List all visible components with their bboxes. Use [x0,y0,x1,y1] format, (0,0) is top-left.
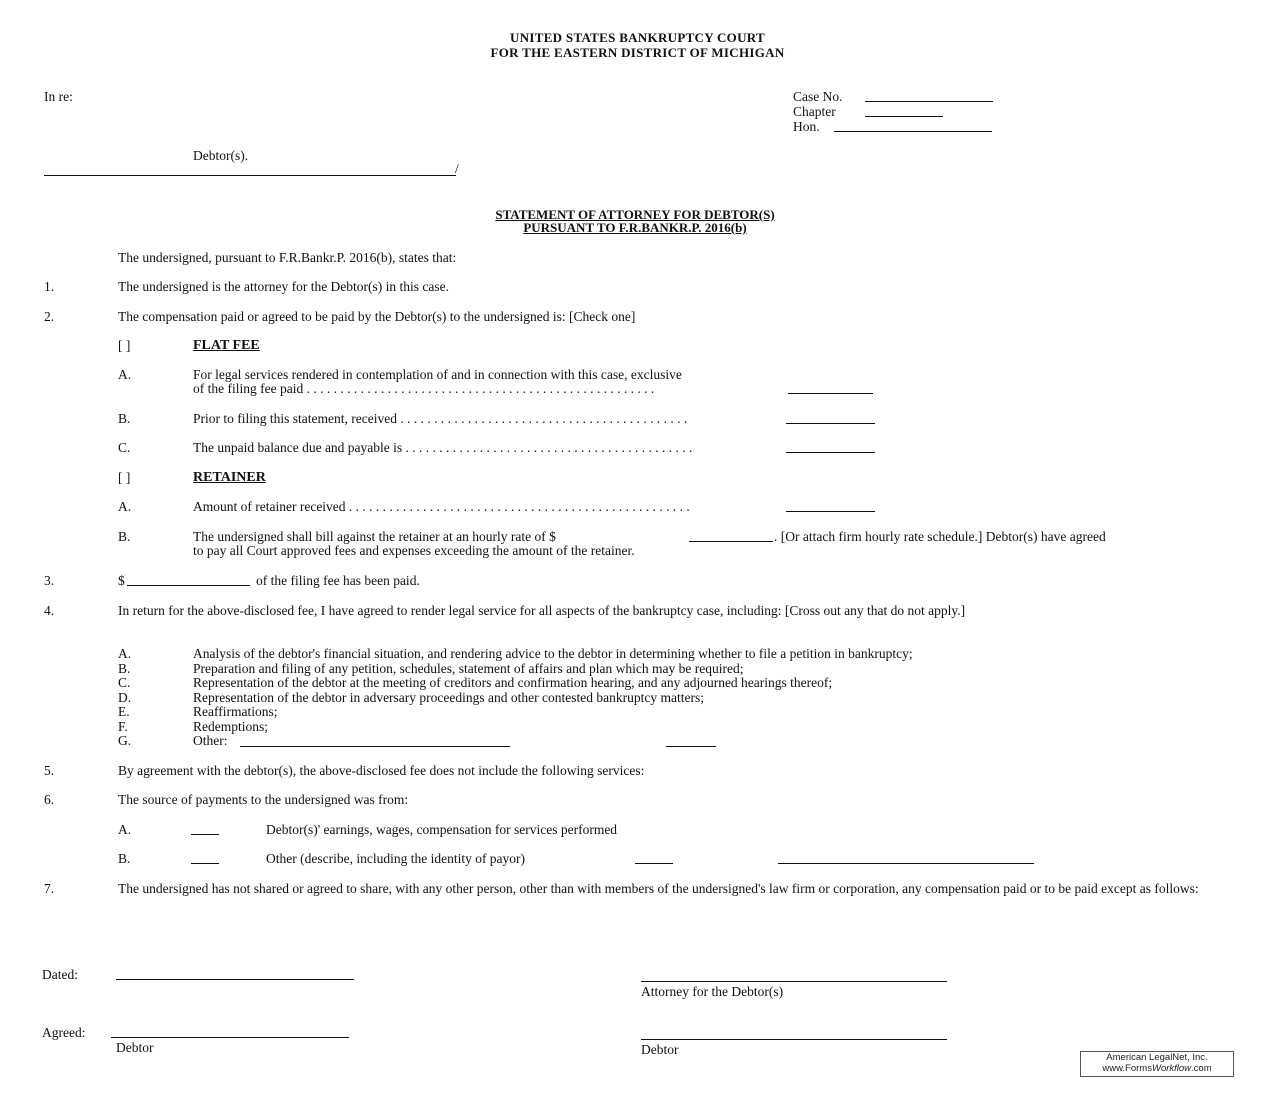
source-b-text: Other (describe, including the identity of payor) [266,851,526,866]
service-item: Redemptions; [193,718,268,734]
service-label: E. [118,704,130,719]
service-item: Representation of the debtor in adversary proceedings and other contested bankruptcy matters; [193,689,704,705]
attorney-signature-line[interactable] [641,981,947,982]
retainer-amount-field[interactable] [786,511,875,512]
flat-fee-c-label: C. [118,440,131,455]
source-b-checkbox[interactable] [191,863,219,864]
source-a-label: A. [118,822,132,837]
item-text-7: The undersigned has not shared or agreed to share, with any other person, other than with members of the undersigned's law firm or corporation, any compensation paid or to be paid except as follows: [118,881,1199,896]
item-text-6: The source of payments to the undersigned was from: [118,792,409,807]
service-label: B. [118,660,131,676]
flat-fee-checkbox[interactable]: [ ] [118,338,131,353]
source-a-text: Debtor(s)' earnings, wages, compensation for services performed [266,822,618,837]
debtor-signature-line-right[interactable] [641,1039,947,1040]
source-a-checkbox[interactable] [191,834,219,835]
publisher-name: American LegalNet, Inc. [1106,1052,1208,1063]
flat-fee-balance-field[interactable] [786,452,875,453]
caption-slash: / [455,161,459,176]
debtor-signature-line-left[interactable] [111,1037,349,1038]
publisher-badge [1080,1051,1234,1077]
flat-fee-received-field[interactable] [786,423,875,424]
payor-field[interactable] [635,863,673,864]
retainer-a-text: Amount of retainer received . . . . . . . . . . . . . . . . . . . . . . . . . . . . . . . . . . . . . . . . . . . . . . . . . . . [193,499,690,514]
intro-text: The undersigned, pursuant to F.R.Bankr.P. 2016(b), states that: [118,250,457,265]
hourly-rate-field[interactable] [689,541,773,542]
retainer-checkbox[interactable]: [ ] [118,470,131,485]
item-number-6: 6. [44,792,55,807]
debtor-signature-label-right: Debtor [641,1042,679,1057]
retainer-b-text-end: . [Or attach firm hourly rate schedule.] Debtor(s) have agreed [774,529,1106,544]
retainer-b-text-cont: to pay all Court approved fees and expenses exceeding the amount of the retainer. [193,543,635,558]
item-text-2: The compensation paid or agreed to be paid by the Debtor(s) to the undersigned is: [Check one] [118,309,636,324]
item-number-3: 3. [44,573,55,588]
court-district: FOR THE EASTERN DISTRICT OF MICHIGAN [490,45,785,60]
flat-fee-b-text: Prior to filing this statement, received . . . . . . . . . . . . . . . . . . . . . . . . . . . . . . . . . . . . . . . . . . . [193,411,688,426]
item-text-4: In return for the above-disclosed fee, I have agreed to render legal service for all aspects of the bankruptcy case, including: [Cross out any that do not apply.] [118,603,966,618]
retainer-b-text-start: The undersigned shall bill against the retainer at an hourly rate of $ [193,529,556,544]
debtor-name-field[interactable] [44,175,456,176]
service-item: Preparation and filing of any petition, schedules, statement of affairs and plan which may be required; [193,660,744,676]
item-number-5: 5. [44,763,55,778]
hon-label: Hon. [793,119,820,134]
agreed-label: Agreed: [42,1025,86,1040]
filing-fee-dollar: $ [118,573,125,588]
flat-fee-a-leader: of the filing fee paid . . . . . . . . . . . . . . . . . . . . . . . . . . . . . . . . . . . . . . . . . . . . . . . . . . . . [193,381,655,396]
item-text-1: The undersigned is the attorney for the Debtor(s) in this case. [118,279,450,294]
other-services-field[interactable] [240,746,510,747]
other-services-field-end[interactable] [666,746,716,747]
chapter-label: Chapter [793,104,836,119]
filing-fee-paid-field[interactable] [127,585,250,586]
debtors-label: Debtor(s). [193,148,249,163]
statement-subtitle: PURSUANT TO F.R.BANKR.P. 2016(b) [523,220,747,235]
retainer-b-label: B. [118,529,131,544]
publisher-url: www.FormsWorkflow.com [1102,1063,1212,1074]
flat-fee-c-text: The unpaid balance due and payable is . . . . . . . . . . . . . . . . . . . . . . . . . . . . . . . . . . . . . . . . . . . [193,440,693,455]
payor-field-cont[interactable] [778,863,1034,864]
service-label: F. [118,718,128,734]
service-item: Analysis of the debtor's financial situation, and rendering advice to the debtor in determining whether to file a petition in bankruptcy; [193,646,913,661]
case-no-label: Case No. [793,89,843,104]
service-label: D. [118,689,132,705]
item-text-3: of the filing fee has been paid. [256,573,420,588]
service-item: Reaffirmations; [193,704,278,719]
court-name: UNITED STATES BANKRUPTCY COURT [510,30,765,45]
service-label: G. [118,733,132,748]
date-field[interactable] [116,979,354,980]
service-item: Other: [193,733,228,748]
flat-fee-heading: FLAT FEE [193,338,260,353]
item-number-4: 4. [44,603,55,618]
in-re-label: In re: [44,89,73,104]
judge-field[interactable] [834,131,992,132]
item-number-2: 2. [44,309,55,324]
flat-fee-a-text: For legal services rendered in contemplation of and in connection with this case, exclusive [193,367,682,382]
attorney-signature-label: Attorney for the Debtor(s) [641,984,784,999]
source-b-label: B. [118,851,131,866]
flat-fee-amount-field[interactable] [788,393,873,394]
retainer-heading: RETAINER [193,470,266,485]
chapter-field[interactable] [865,116,943,117]
flat-fee-a-label: A. [118,367,132,382]
statement-title: STATEMENT OF ATTORNEY FOR DEBTOR(S) [495,207,775,222]
flat-fee-b-label: B. [118,411,131,426]
item-number-7: 7. [44,881,55,896]
service-label: C. [118,675,131,690]
item-number-1: 1. [44,279,55,294]
retainer-a-label: A. [118,499,132,514]
item-text-5: By agreement with the debtor(s), the above-disclosed fee does not include the following services: [118,763,645,778]
dated-label: Dated: [42,967,78,982]
case-no-field[interactable] [865,101,993,102]
debtor-signature-label-left: Debtor [116,1040,154,1055]
service-item: Representation of the debtor at the meeting of creditors and confirmation hearing, and any adjourned hearings thereof; [193,675,833,690]
service-label: A. [118,646,132,661]
